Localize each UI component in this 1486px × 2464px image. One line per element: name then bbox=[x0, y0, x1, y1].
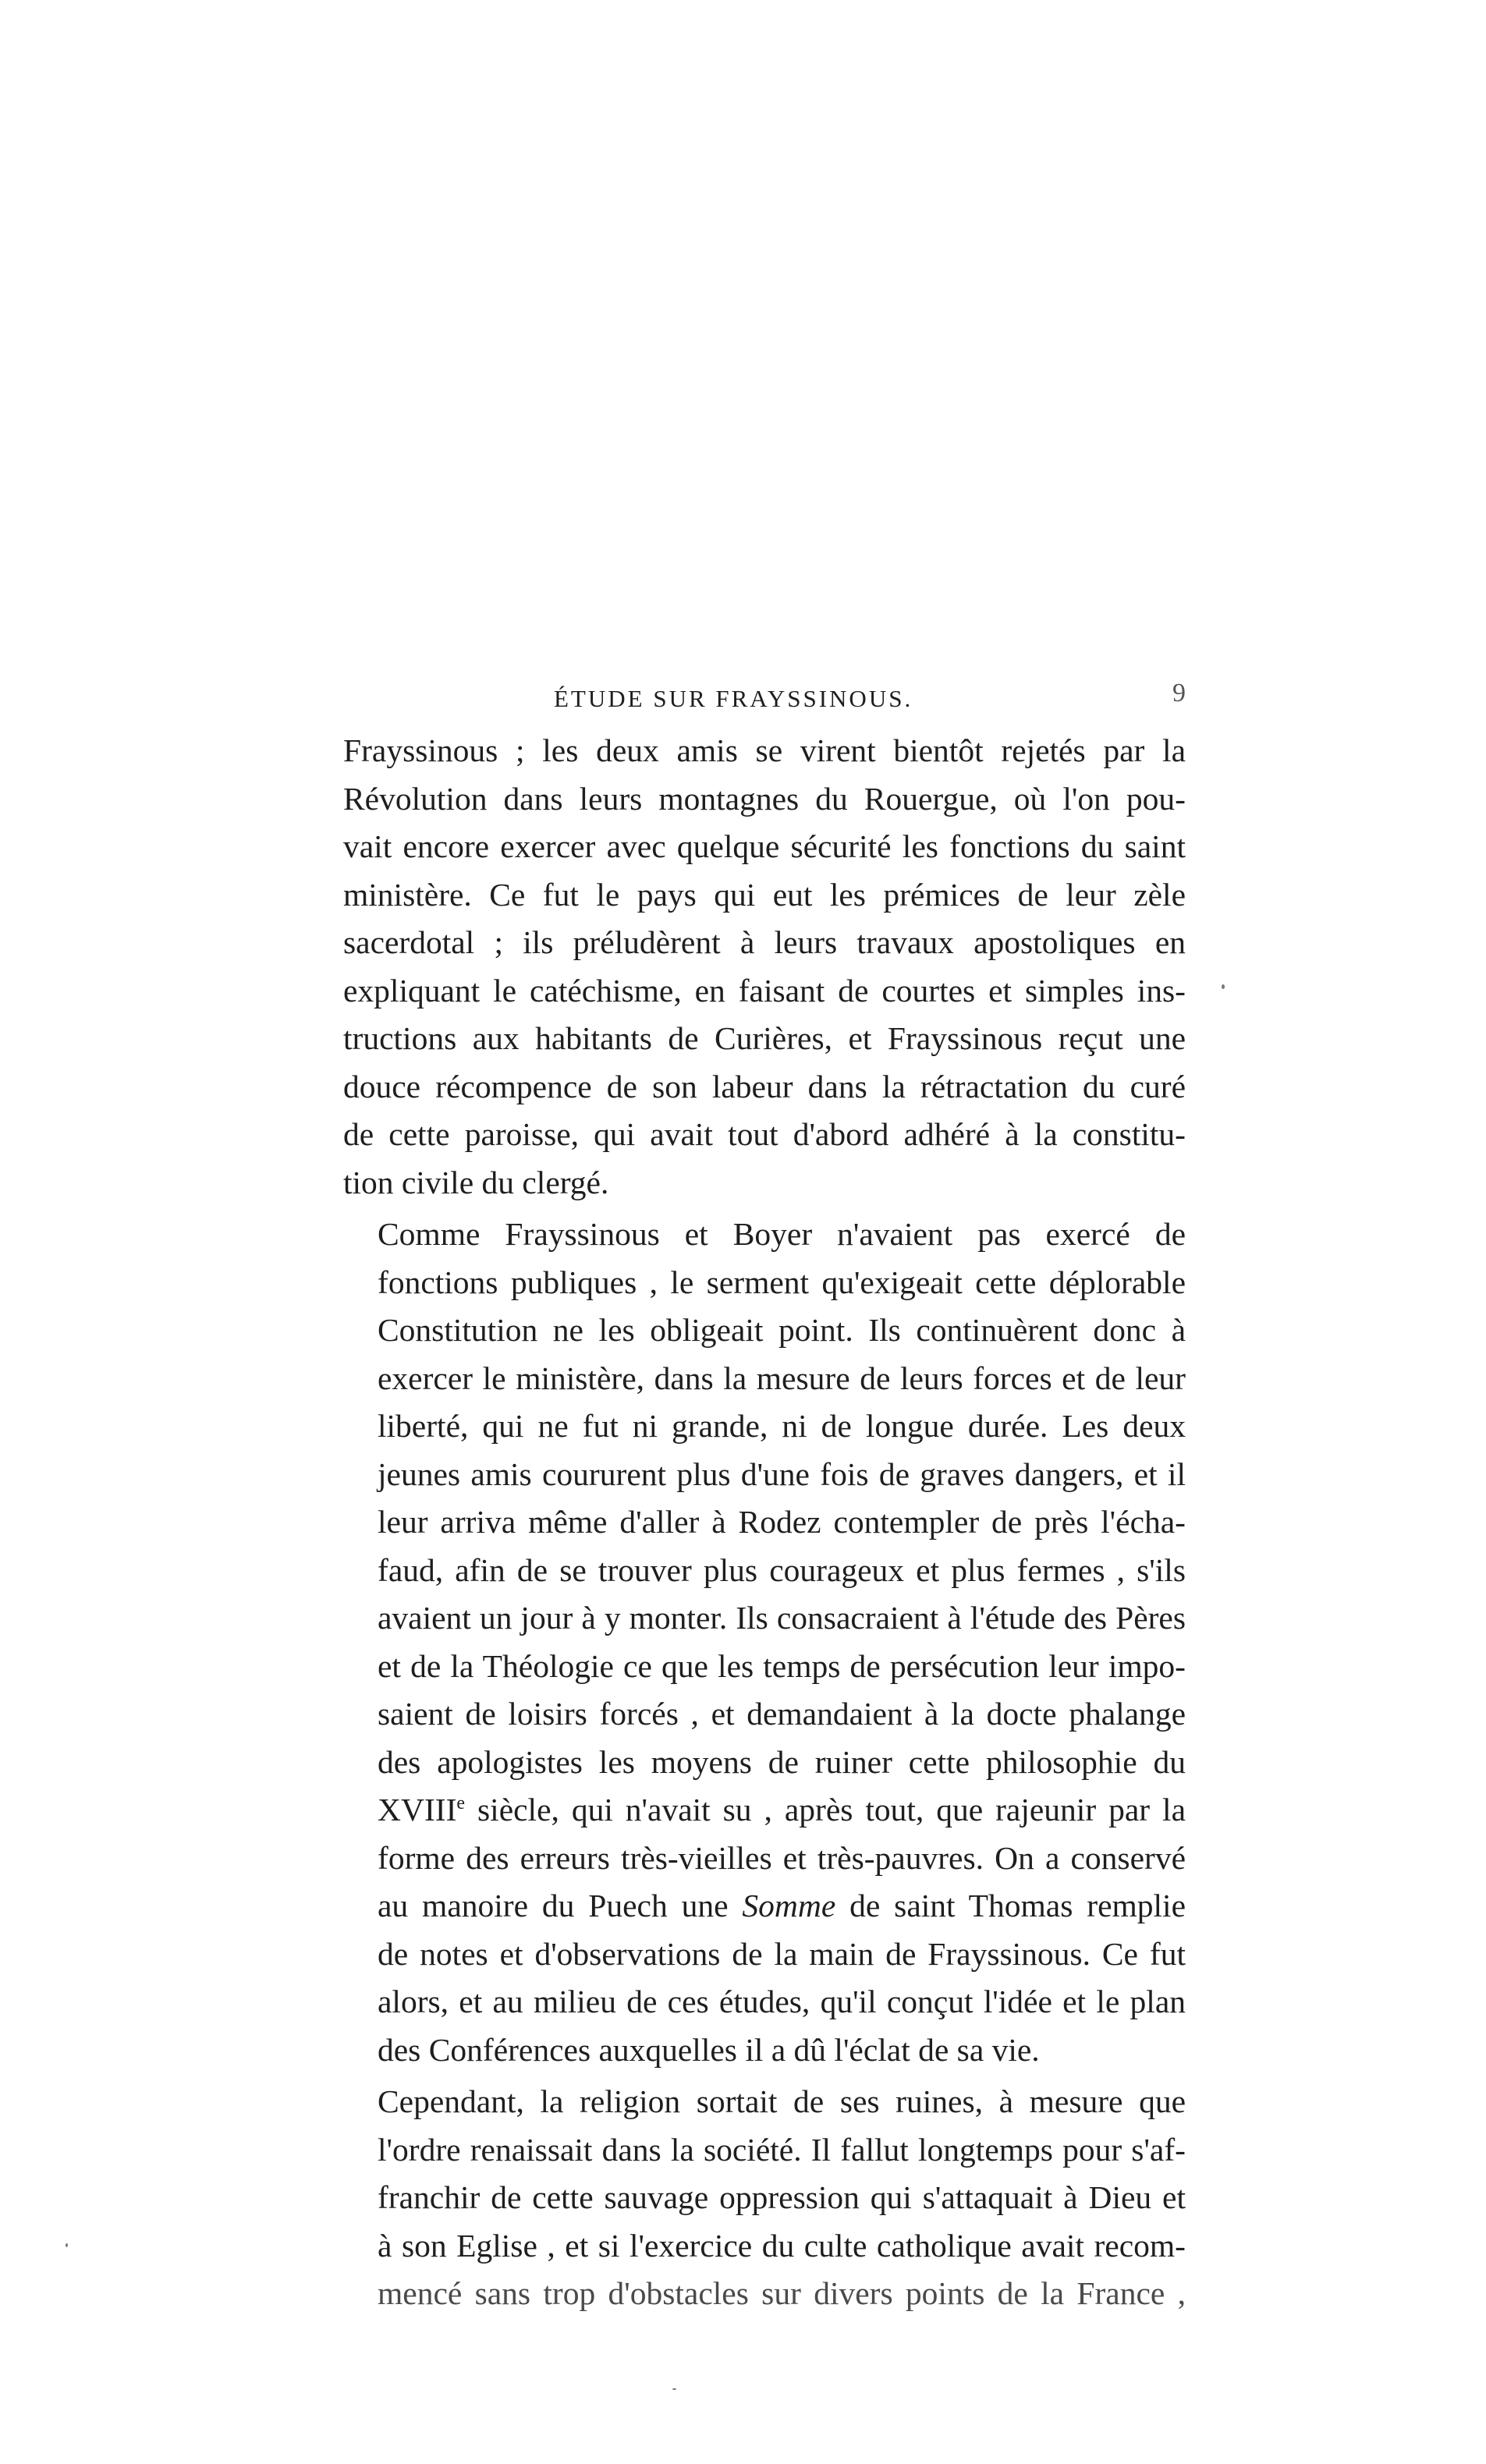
text-line: Comme Frayssinous et Boyer n'avaient pas exercé de bbox=[378, 1216, 1186, 1252]
text-line: Frayssinous ; les deux amis se virent bientôt rejetés par la bbox=[343, 732, 1186, 768]
ink-speck bbox=[1222, 984, 1225, 989]
ink-speck bbox=[672, 2388, 676, 2390]
running-head bbox=[343, 677, 1186, 724]
paragraph-1 bbox=[343, 727, 1186, 1207]
text-line: jeunes amis coururent plus d'une fois de graves dangers, et il bbox=[378, 1455, 1186, 1492]
text-line: avaient un jour à y monter. Ils consacraient à l'étude des Pères bbox=[378, 1600, 1186, 1636]
text-line: liberté, qui ne fut ni grande, ni de longue durée. Les deux bbox=[378, 1408, 1186, 1444]
text-line: exercer le ministère, dans la mesure de leurs forces et de leur bbox=[378, 1360, 1186, 1396]
text-line: au manoire du Puech une Somme de saint Thomas remplie bbox=[378, 1888, 1186, 1923]
text-line: de cette paroisse, qui avait tout d'abord adhéré à la constitu- bbox=[343, 1116, 1186, 1152]
text-line: et de la Théologie ce que les temps de persécution leur impo- bbox=[378, 1647, 1186, 1684]
paragraph-2 bbox=[343, 1211, 1186, 2074]
text-line: tion civile du clergé. bbox=[343, 1164, 609, 1200]
text-line: fonctions publiques , le serment qu'exigeait cette déplorable bbox=[378, 1264, 1186, 1300]
body-text bbox=[343, 727, 1186, 2318]
text-line: Constitution ne les obligeait point. Ils continuèrent donc à bbox=[378, 1312, 1186, 1348]
italic-title: Somme bbox=[742, 1888, 836, 1923]
paragraph-3 bbox=[343, 2078, 1186, 2318]
text-line: expliquant le catéchisme, en faisant de courtes et simples ins- bbox=[343, 972, 1186, 1009]
text-line: Révolution dans leurs montagnes du Rouergue, où l'on pou- bbox=[343, 780, 1186, 817]
text-line: sacerdotal ; ils préludèrent à leurs travaux apostoliques en bbox=[343, 924, 1186, 960]
running-title: ÉTUDE SUR FRAYSSINOUS. bbox=[554, 685, 913, 712]
text-line: à son Eglise , et si l'exercice du culte catholique avait recom- bbox=[378, 2227, 1186, 2264]
text-line: faud, afin de se trouver plus courageux et plus fermes , s'ils bbox=[378, 1551, 1186, 1588]
text-line: douce récompence de son labeur dans la rétractation du curé bbox=[343, 1068, 1186, 1104]
text-line: tructions aux habitants de Curières, et Frayssinous reçut une bbox=[343, 1020, 1186, 1056]
text-line: saient de loisirs forcés , et demandaient à la docte phalange bbox=[378, 1696, 1186, 1732]
text-line: XVIIIe siècle, qui n'avait su , après tout, que rajeunir par la bbox=[378, 1792, 1186, 1828]
text-line: l'ordre renaissait dans la société. Il fallut longtemps pour s'af- bbox=[378, 2131, 1186, 2168]
ink-speck bbox=[66, 2243, 68, 2247]
text-line: des Conférences auxquelles il a dû l'éclat de sa vie. bbox=[378, 2031, 1040, 2068]
text-line: forme des erreurs très-vieilles et très-pauvres. On a conservé bbox=[378, 1839, 1186, 1876]
text-line: Cependant, la religion sortait de ses ruines, à mesure que bbox=[378, 2083, 1186, 2119]
ordinal-suffix: e bbox=[456, 1793, 466, 1814]
text-line: vait encore exercer avec quelque sécurité les fonctions du saint bbox=[343, 828, 1186, 864]
text-line: des apologistes les moyens de ruiner cette philosophie du bbox=[378, 1743, 1186, 1780]
text-line: ministère. Ce fut le pays qui eut les prémices de leur zèle bbox=[343, 876, 1186, 913]
page-number: 9 bbox=[1172, 679, 1186, 707]
text-line: mencé sans trop d'obstacles sur divers points de la France , bbox=[378, 2275, 1186, 2311]
text-line: franchir de cette sauvage oppression qui s'attaquait à Dieu et bbox=[378, 2179, 1186, 2215]
text-line: leur arriva même d'aller à Rodez contempler de près l'écha- bbox=[378, 1504, 1186, 1540]
text-line: de notes et d'observations de la main de Frayssinous. Ce fut bbox=[378, 1935, 1186, 1972]
text-line: alors, et au milieu de ces études, qu'il conçut l'idée et le plan bbox=[378, 1984, 1186, 2019]
